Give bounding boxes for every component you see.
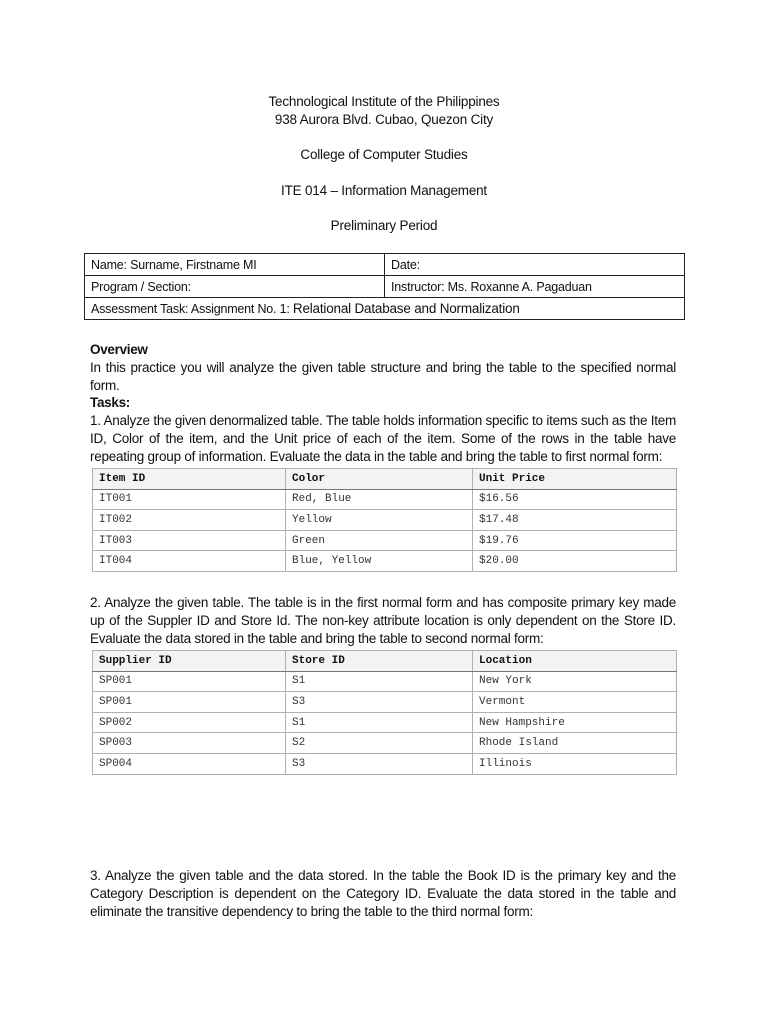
column-header: Item ID bbox=[93, 469, 286, 490]
table-cell: S1 bbox=[286, 671, 473, 692]
table-cell: IT002 bbox=[93, 510, 286, 531]
table-row bbox=[85, 298, 685, 320]
assessment-task-field bbox=[85, 298, 685, 320]
table-cell: Blue, Yellow bbox=[286, 551, 473, 572]
table-cell: Vermont bbox=[473, 692, 677, 713]
table-cell: IT001 bbox=[93, 489, 286, 510]
assessment-task-title: Relational Database and Normalization bbox=[292, 301, 520, 316]
table-row bbox=[85, 254, 685, 276]
table-header-row bbox=[93, 469, 677, 490]
table-cell: Yellow bbox=[286, 510, 473, 531]
table-cell: Green bbox=[286, 530, 473, 551]
table-row bbox=[93, 712, 677, 733]
column-header: Location bbox=[473, 651, 677, 672]
date-field: Date: bbox=[385, 254, 685, 276]
program-field: Program / Section: bbox=[85, 276, 385, 298]
table-cell: $17.48 bbox=[473, 510, 677, 531]
table-cell: S3 bbox=[286, 753, 473, 774]
overview-text: In this practice you will analyze the given table structure and bring the table to the specified normal form. bbox=[90, 360, 676, 393]
table-row bbox=[85, 276, 685, 298]
table-header-row bbox=[93, 651, 677, 672]
course-title: ITE 014 – Information Management bbox=[281, 183, 487, 198]
name-field: Name: Surname, Firstname MI bbox=[85, 254, 385, 276]
table-cell: SP001 bbox=[93, 692, 286, 713]
table-cell: IT004 bbox=[93, 551, 286, 572]
table-row bbox=[93, 671, 677, 692]
column-header: Store ID bbox=[286, 651, 473, 672]
table-row bbox=[93, 551, 677, 572]
instructor-field: Instructor: Ms. Roxanne A. Pagaduan bbox=[385, 276, 685, 298]
college-name: College of Computer Studies bbox=[300, 147, 468, 162]
table-cell: Illinois bbox=[473, 753, 677, 774]
column-header: Supplier ID bbox=[93, 651, 286, 672]
institution-address: 938 Aurora Blvd. Cubao, Quezon City bbox=[274, 112, 494, 127]
table-cell: Red, Blue bbox=[286, 489, 473, 510]
column-header: Unit Price bbox=[473, 469, 677, 490]
table-cell: S1 bbox=[286, 712, 473, 733]
task-1-text: 1. Analyze the given denormalized table. The table holds information specific to items such as the Item ID, Color of the item, and the Unit price of each of the item. Some of the rows in the table have repeating group of information. Evaluate the data in the table and bring the table to first normal form: bbox=[90, 413, 676, 464]
table-row bbox=[93, 489, 677, 510]
task-3-text: 3. Analyze the given table and the data stored. In the table the Book ID is the primary key and the Category Description is dependent on the Category ID. Evaluate the data stored in the table and eliminate the transitive dependency to bring the table to the third normal form: bbox=[90, 868, 676, 919]
table-first-normal-form bbox=[92, 468, 677, 572]
table-cell: New Hampshire bbox=[473, 712, 677, 733]
period-label: Preliminary Period bbox=[330, 218, 438, 233]
table-cell: $20.00 bbox=[473, 551, 677, 572]
assessment-task-prefix: Assessment Task: Assignment No. 1: bbox=[91, 302, 293, 316]
table-cell: SP001 bbox=[93, 671, 286, 692]
table-cell: $16.56 bbox=[473, 489, 677, 510]
table-row bbox=[93, 733, 677, 754]
table-row bbox=[93, 530, 677, 551]
table-cell: SP004 bbox=[93, 753, 286, 774]
overview-heading: Overview bbox=[90, 342, 148, 357]
table-row bbox=[93, 510, 677, 531]
table-cell: SP003 bbox=[93, 733, 286, 754]
column-header: Color bbox=[286, 469, 473, 490]
table-cell: SP002 bbox=[93, 712, 286, 733]
task-2-text: 2. Analyze the given table. The table is in the first normal form and has composite primary key made up of the Suppler ID and Store Id. The non-key attribute location is only dependent on the Store ID. Evaluate the data stored in the table and bring the table to second normal form: bbox=[90, 595, 676, 646]
table-cell: IT003 bbox=[93, 530, 286, 551]
table-row bbox=[93, 753, 677, 774]
table-cell: S2 bbox=[286, 733, 473, 754]
table-cell: S3 bbox=[286, 692, 473, 713]
tasks-heading: Tasks: bbox=[90, 395, 130, 410]
table-row bbox=[93, 692, 677, 713]
table-second-normal-form bbox=[92, 650, 677, 775]
table-cell: New York bbox=[473, 671, 677, 692]
institution-name: Technological Institute of the Philippines bbox=[268, 94, 500, 109]
student-info-table bbox=[84, 253, 685, 320]
table-cell: Rhode Island bbox=[473, 733, 677, 754]
table-cell: $19.76 bbox=[473, 530, 677, 551]
